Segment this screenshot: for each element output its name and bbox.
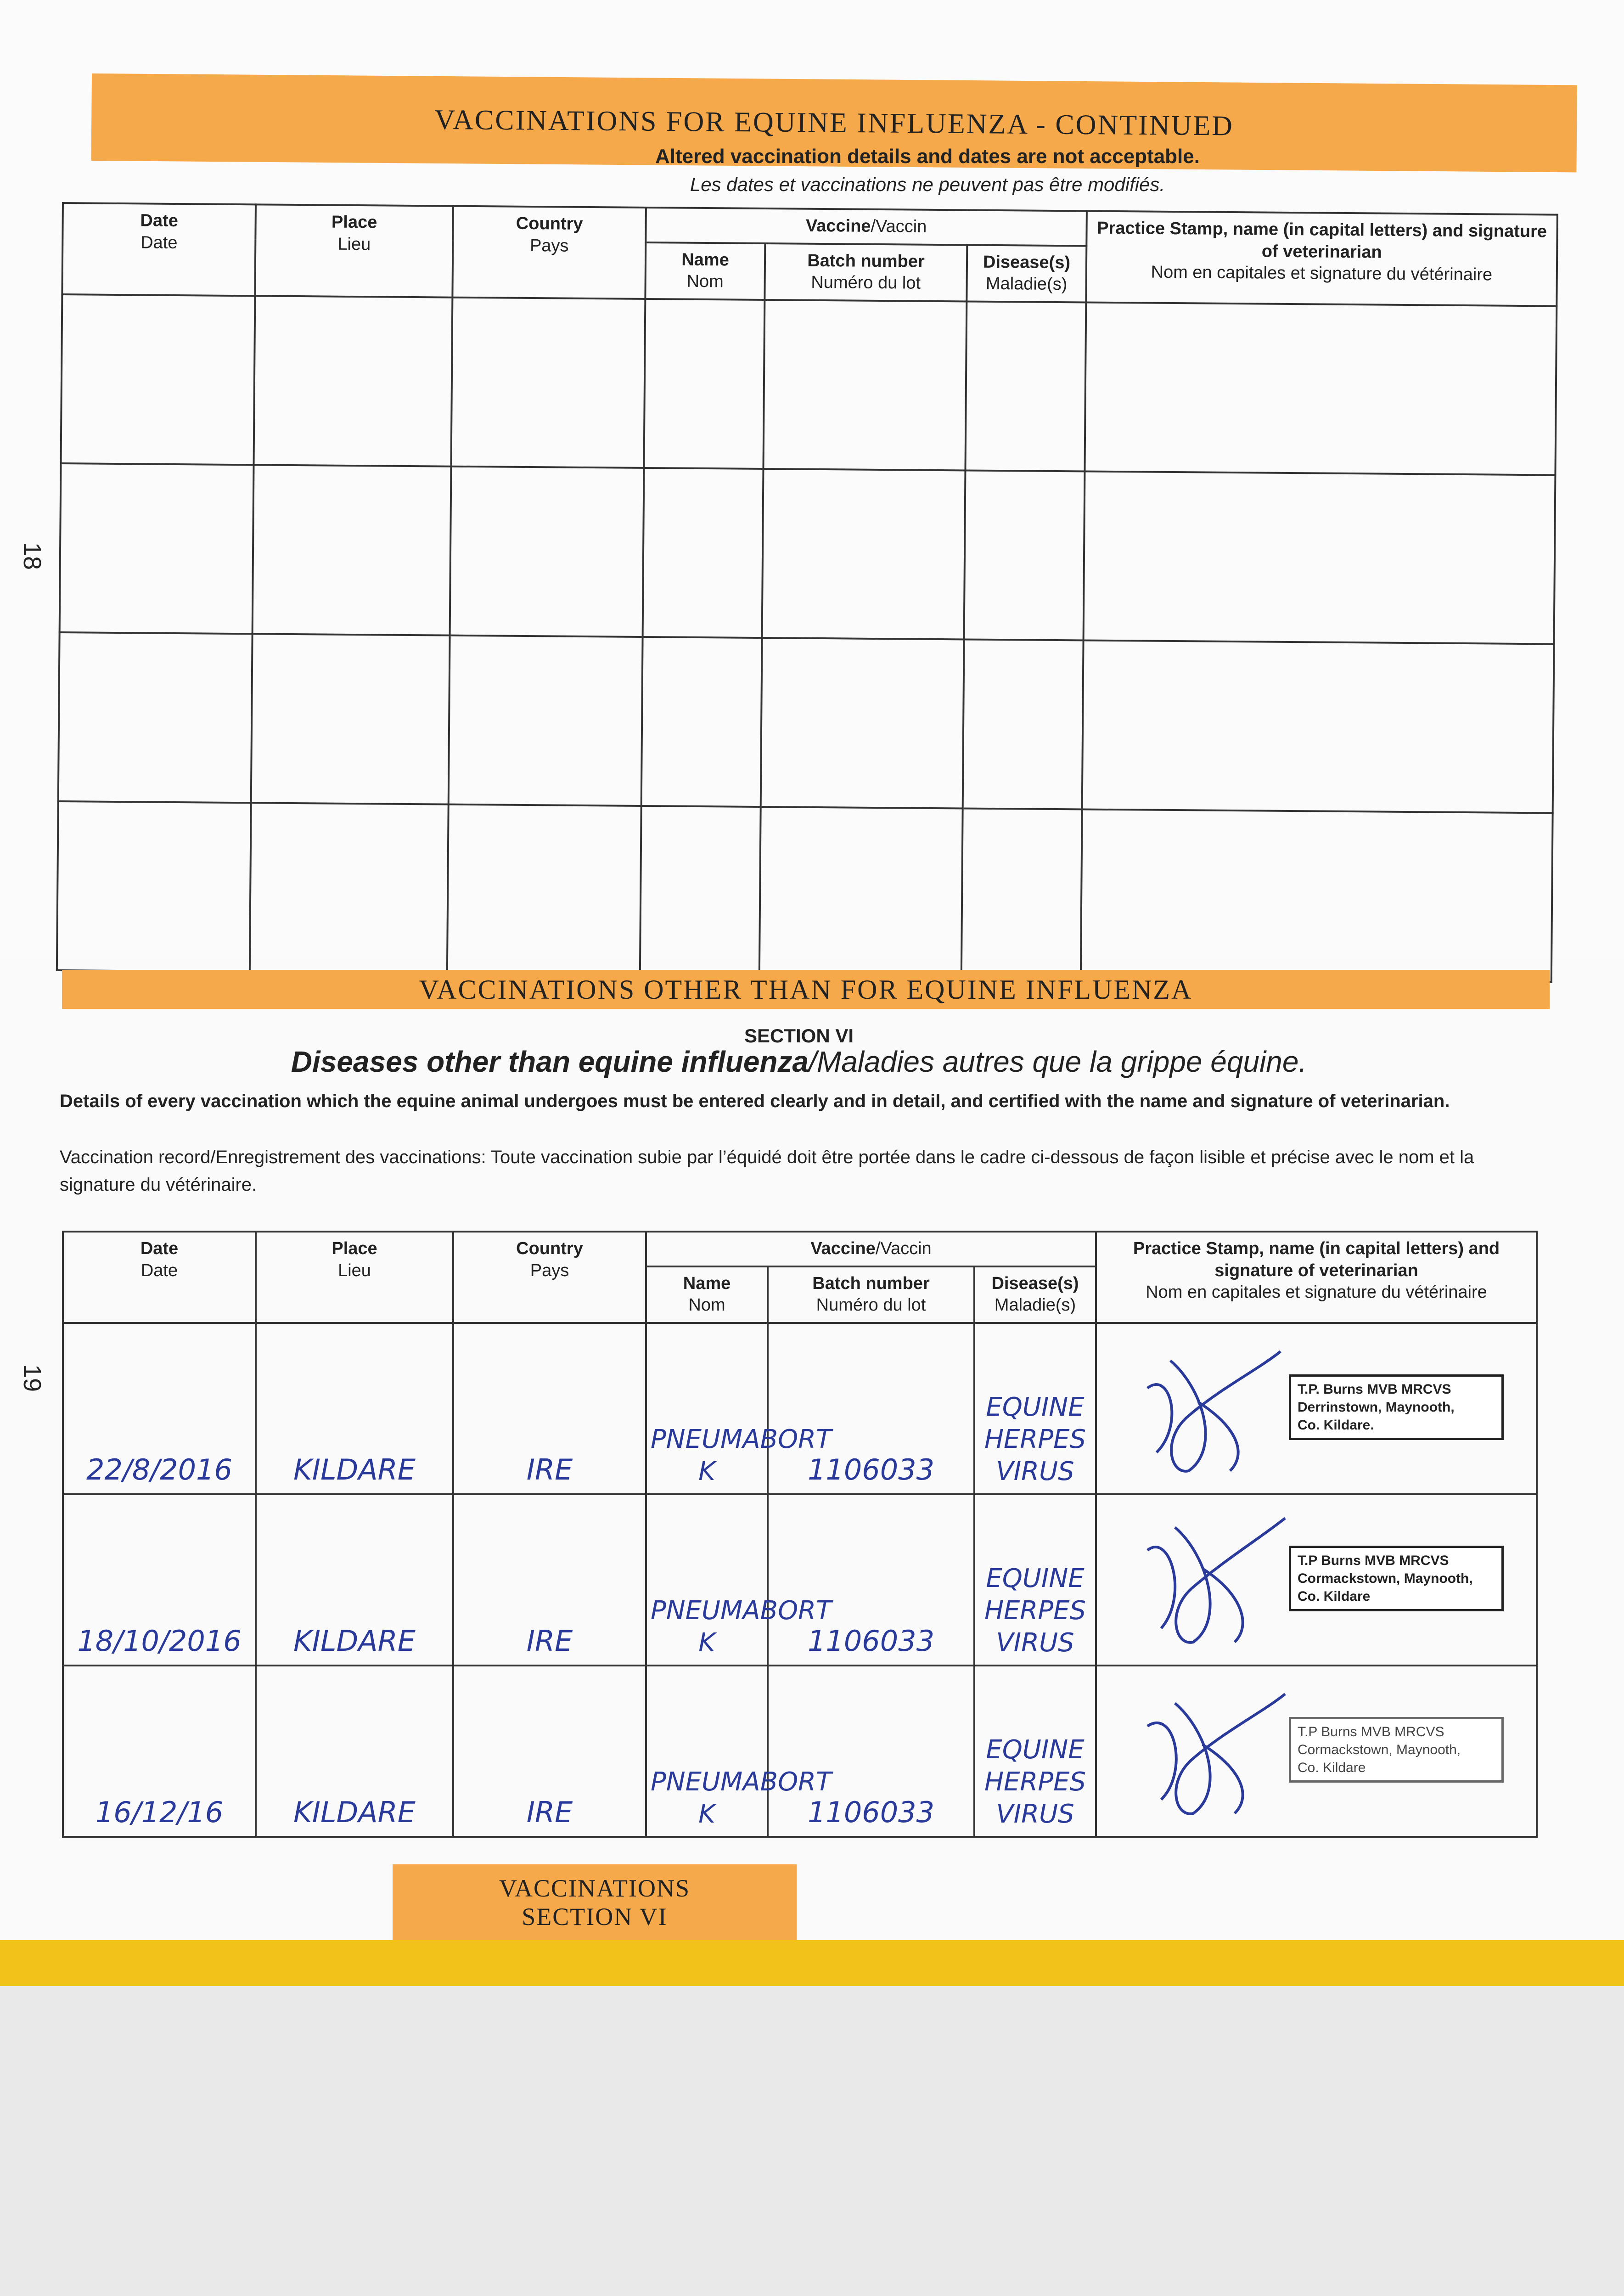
entry-batch: 1106033: [807, 1624, 935, 1658]
entry-place: KILDARE: [293, 1795, 416, 1829]
table-row: [63, 1666, 1537, 1837]
table-row: [63, 1323, 1537, 1494]
entry-place: KILDARE: [293, 1624, 416, 1658]
entry-batch: 1106033: [807, 1795, 935, 1829]
header-country: Country Pays: [453, 1232, 646, 1323]
entry-disease: EQUINE HERPES VIRUS: [984, 1392, 1086, 1486]
entry-country: IRE: [526, 1795, 573, 1829]
details-en: Details of every vaccination which the equine animal undergoes must be entered clearly and in detail, and certified with the name and signature of veterinarian.: [60, 1091, 1450, 1111]
notice-en: Altered vaccination details and dates are not acceptable.: [655, 145, 1200, 168]
header-practice-stamp: Practice Stamp, name (in capital letters) and signature of veterinarian Nom en capitales et signature du vétérinaire: [1086, 211, 1557, 306]
practice-stamp: T.P Burns MVB MRCVS Cormackstown, Maynooth, Co. Kildare: [1289, 1717, 1504, 1783]
section-subtitle: Diseases other than equine influenza/Maladies autres que la grippe équine.: [291, 1045, 1307, 1078]
header-disease: Disease(s) Maladie(s): [974, 1266, 1096, 1323]
header-name: Name Nom: [646, 1266, 768, 1323]
table-row: [63, 1494, 1537, 1666]
section-tab: VACCINATIONS SECTION VI: [393, 1864, 797, 1940]
details-fr: Vaccination record/Enregistrement des vaccinations: Toute vaccination subie par l’équidé doit être portée dans le cadre ci-dessous de façon lisible et précise avec le nom et la signature du vétérinaire.: [60, 1147, 1474, 1195]
entry-date: 22/8/2016: [86, 1453, 232, 1486]
header-place: Place Lieu: [256, 1232, 453, 1323]
header-batch: Batch number Numéro du lot: [768, 1266, 974, 1323]
entry-vaccine-name: PNEUMABORT K: [651, 1767, 832, 1829]
passport-cover: [0, 1940, 1624, 1986]
other-vaccinations-table: [62, 1231, 1538, 1838]
entry-vaccine-name: PNEUMABORT K: [651, 1424, 832, 1486]
header-date: Date Date: [62, 203, 256, 296]
header-place: Place Lieu: [255, 204, 453, 297]
header-batch: Batch number Numéro du lot: [764, 243, 967, 301]
influenza-table: [56, 202, 1558, 983]
header-country: Country Pays: [452, 206, 646, 299]
header-vaccine: Vaccine/Vaccin: [646, 208, 1087, 246]
table-row: [60, 463, 1556, 644]
lower-banner: VACCINATIONS OTHER THAN FOR EQUINE INFLUENZA: [62, 970, 1550, 1009]
entry-disease: EQUINE HERPES VIRUS: [984, 1563, 1086, 1658]
table-row: [57, 801, 1553, 982]
entry-vaccine-name: PNEUMABORT K: [651, 1595, 832, 1658]
header-disease: Disease(s) Maladie(s): [967, 245, 1086, 302]
upper-banner: VACCINATIONS FOR EQUINE INFLUENZA - CONTINUED: [91, 73, 1577, 172]
table-row: [61, 294, 1557, 475]
scan-background: [0, 1986, 1624, 2296]
entry-batch: 1106033: [807, 1453, 935, 1486]
header-practice-stamp: Practice Stamp, name (in capital letters) and signature of veterinarian Nom en capitales et signature du vétérinaire: [1096, 1232, 1537, 1323]
practice-stamp: T.P. Burns MVB MRCVS Derrinstown, Maynooth, Co. Kildare.: [1289, 1374, 1504, 1440]
page-number-19: 19: [18, 1364, 46, 1392]
header-name: Name Nom: [645, 242, 765, 299]
table-row: [58, 632, 1554, 813]
header-date: Date Date: [63, 1232, 256, 1323]
section-title: SECTION VI: [744, 1025, 854, 1047]
entry-date: 16/12/16: [95, 1795, 224, 1829]
practice-stamp: T.P Burns MVB MRCVS Cormackstown, Maynooth, Co. Kildare: [1289, 1546, 1504, 1611]
entry-country: IRE: [526, 1624, 573, 1658]
entry-date: 18/10/2016: [77, 1624, 242, 1658]
entry-place: KILDARE: [293, 1453, 416, 1486]
entry-disease: EQUINE HERPES VIRUS: [984, 1734, 1086, 1829]
entry-country: IRE: [526, 1453, 573, 1486]
notice-fr: Les dates et vaccinations ne peuvent pas être modifiés.: [690, 174, 1165, 195]
header-vaccine: Vaccine/Vaccin: [646, 1232, 1096, 1266]
page-number-18: 18: [18, 542, 46, 570]
